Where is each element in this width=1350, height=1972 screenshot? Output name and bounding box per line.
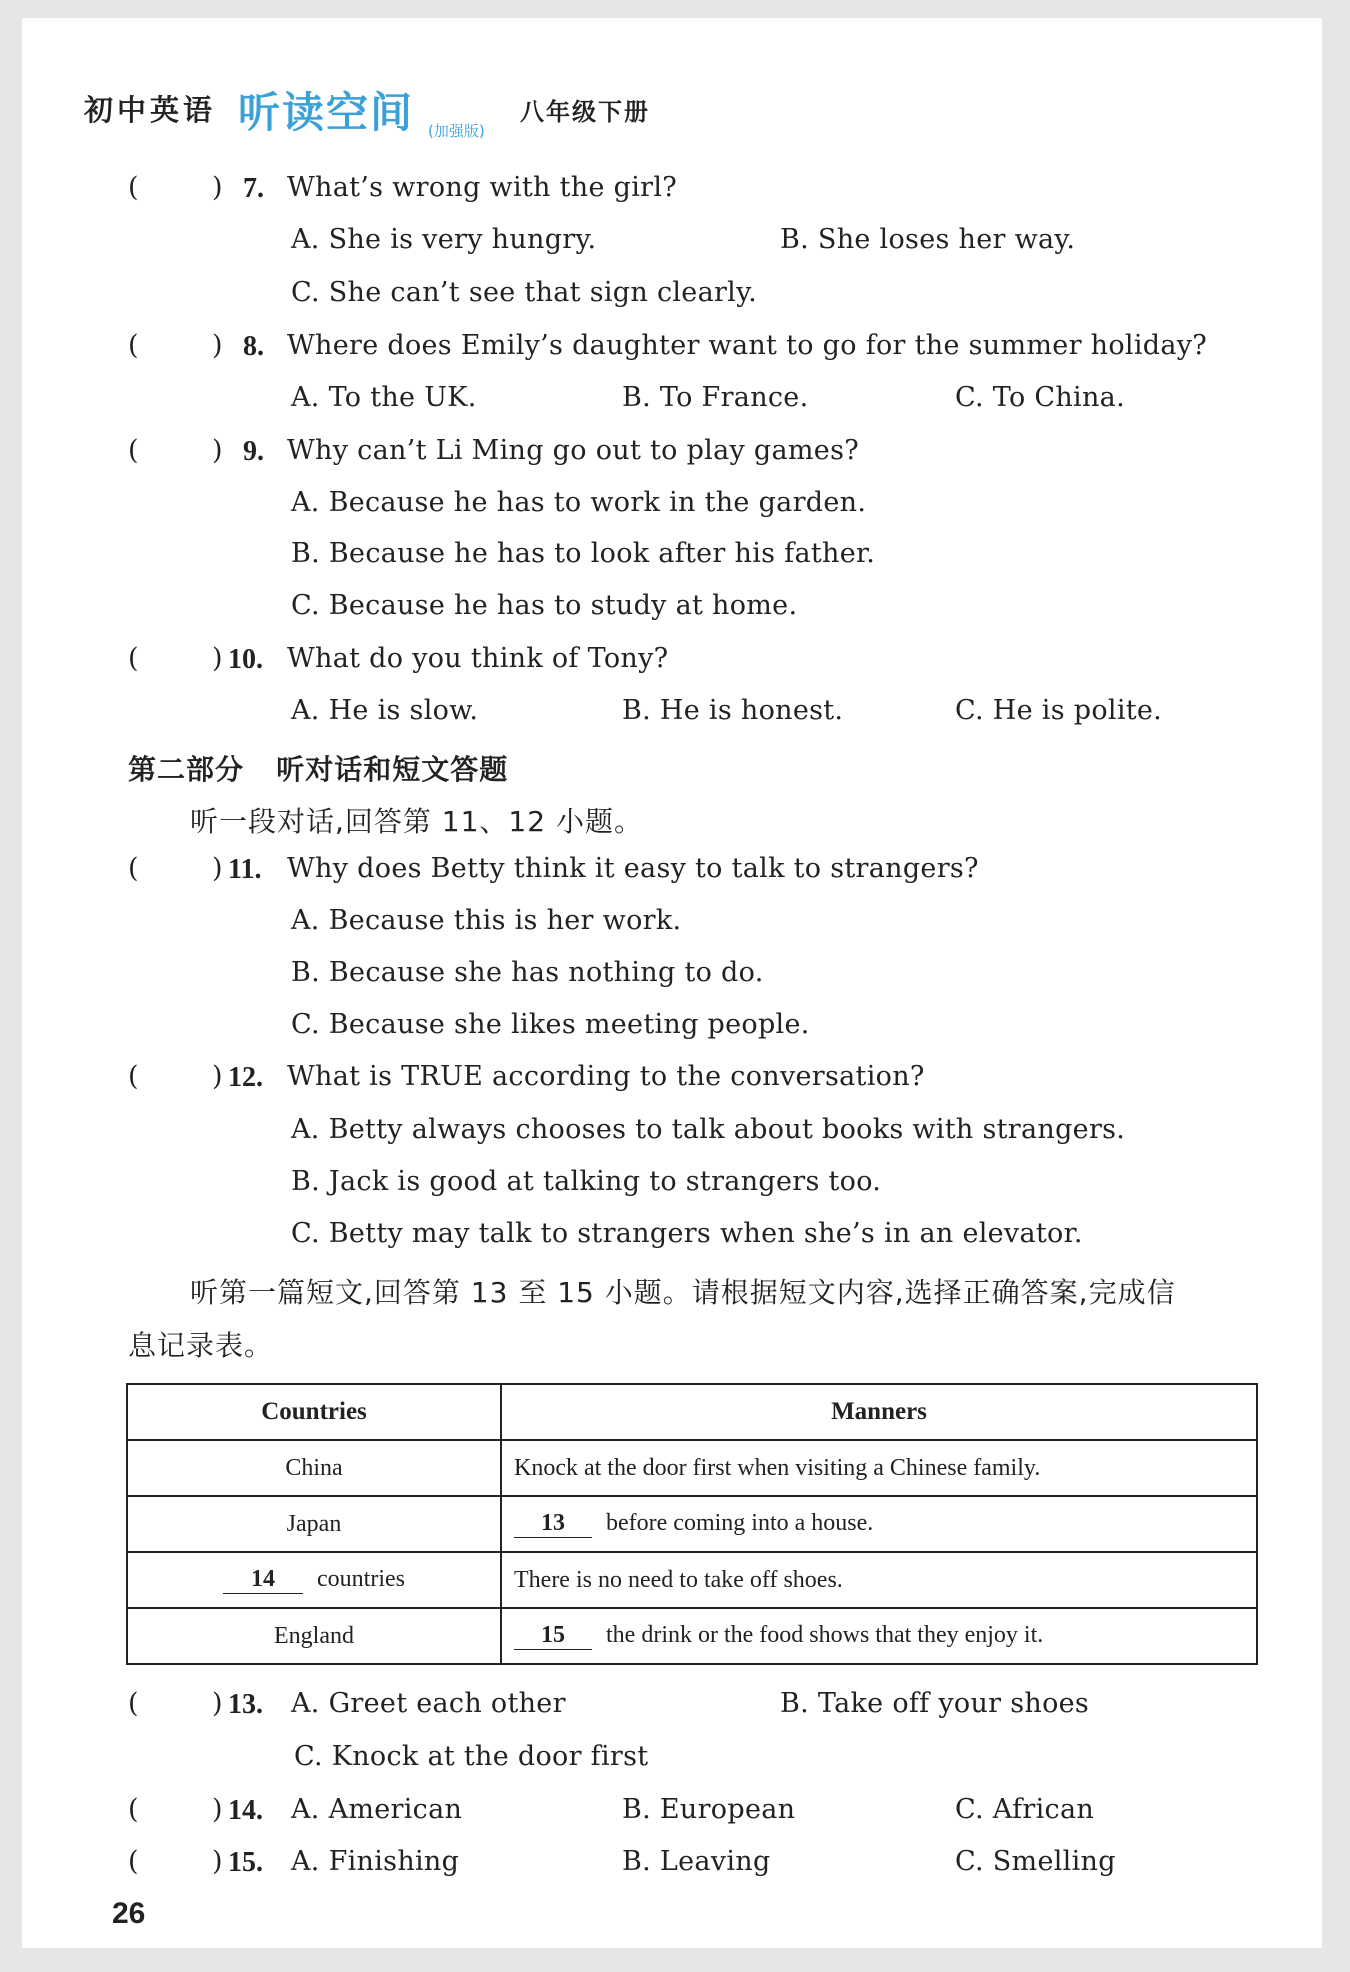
answer-paren-open: ( bbox=[128, 643, 139, 674]
instruction-text: 听第一篇短文,回答第 13 至 15 小题。请根据短文内容,选择正确答案,完成信 bbox=[190, 1276, 1176, 1309]
question-text: What’s wrong with the girl? bbox=[287, 172, 678, 203]
question-text: What is TRUE according to the conversation? bbox=[287, 1061, 925, 1092]
question-number: 8. bbox=[243, 331, 264, 362]
manner-cell bbox=[501, 1496, 1257, 1552]
option-c: C. Because she likes meeting people. bbox=[291, 1009, 810, 1040]
manner-cell bbox=[501, 1608, 1257, 1664]
answer-paren-open: ( bbox=[128, 435, 139, 466]
option-a: A. Betty always chooses to talk about books with strangers. bbox=[291, 1114, 1126, 1145]
question-text: Why does Betty think it easy to talk to strangers? bbox=[287, 853, 979, 884]
option-a: A. American bbox=[291, 1794, 463, 1825]
answer-blank: 13 bbox=[514, 1510, 592, 1538]
country-text: countries bbox=[317, 1566, 405, 1592]
answer-paren-open: ( bbox=[128, 853, 139, 884]
answer-paren-open: ( bbox=[128, 330, 139, 361]
answer-paren-open: ( bbox=[128, 1061, 139, 1092]
option-c: C. Because he has to study at home. bbox=[291, 590, 798, 621]
answer-paren-close: ) bbox=[212, 435, 223, 466]
option-b: B. European bbox=[622, 1794, 796, 1825]
answer-paren-open: ( bbox=[128, 172, 139, 203]
table-row bbox=[127, 1608, 1257, 1664]
option-c: C. Knock at the door first bbox=[294, 1741, 649, 1772]
option-b: B. Leaving bbox=[622, 1846, 771, 1877]
instruction-text-cont: 息记录表。 bbox=[128, 1329, 274, 1362]
answer-paren-open: ( bbox=[128, 1794, 139, 1825]
option-b: B. To France. bbox=[622, 382, 809, 413]
country-cell: China bbox=[127, 1440, 501, 1496]
series-title: 初中英语 bbox=[84, 93, 217, 127]
country-cell: England bbox=[127, 1608, 501, 1664]
answer-paren-close: ) bbox=[212, 1846, 223, 1877]
answer-paren-close: ) bbox=[212, 1794, 223, 1825]
table-row bbox=[127, 1496, 1257, 1552]
option-b: B. Jack is good at talking to strangers too. bbox=[291, 1166, 882, 1197]
question-number: 11. bbox=[228, 854, 262, 885]
table-row bbox=[127, 1440, 1257, 1496]
answer-paren-close: ) bbox=[212, 330, 223, 361]
brand-logo: 听读空间 bbox=[238, 88, 415, 137]
answer-paren-close: ) bbox=[212, 643, 223, 674]
answer-blank: 14 bbox=[223, 1566, 303, 1594]
option-b: B. Because he has to look after his father. bbox=[291, 538, 876, 569]
instruction-text: 听一段对话,回答第 11、12 小题。 bbox=[190, 805, 643, 838]
answer-paren-close: ) bbox=[212, 853, 223, 884]
country-cell: Japan bbox=[127, 1496, 501, 1552]
option-c: C. To China. bbox=[955, 382, 1125, 413]
info-record-table bbox=[126, 1383, 1258, 1665]
option-a: A. He is slow. bbox=[291, 695, 479, 726]
manner-cell: There is no need to take off shoes. bbox=[501, 1552, 1257, 1608]
option-a: A. Because he has to work in the garden. bbox=[291, 487, 867, 518]
answer-paren-close: ) bbox=[212, 172, 223, 203]
manner-text: the drink or the food shows that they enjoy it. bbox=[606, 1622, 1044, 1648]
table-row bbox=[127, 1552, 1257, 1608]
option-c: C. She can’t see that sign clearly. bbox=[291, 277, 757, 308]
option-b: B. Take off your shoes bbox=[780, 1688, 1090, 1719]
manner-text: before coming into a house. bbox=[606, 1510, 874, 1536]
question-text: Where does Emily’s daughter want to go for the summer holiday? bbox=[287, 330, 1208, 361]
brand-edition: (加强版) bbox=[428, 122, 485, 140]
manner-cell: Knock at the door first when visiting a Chinese family. bbox=[501, 1440, 1257, 1496]
question-text: Why can’t Li Ming go out to play games? bbox=[287, 435, 860, 466]
option-c: C. Smelling bbox=[955, 1846, 1116, 1877]
option-c: C. Betty may talk to strangers when she’s in an elevator. bbox=[291, 1218, 1083, 1249]
country-cell bbox=[127, 1552, 501, 1608]
option-b: B. Because she has nothing to do. bbox=[291, 957, 764, 988]
question-number: 7. bbox=[243, 173, 264, 204]
section-title: 第二部分 听对话和短文答题 bbox=[128, 753, 509, 786]
question-number: 13. bbox=[228, 1689, 263, 1720]
option-a: A. Finishing bbox=[291, 1846, 460, 1877]
answer-paren-close: ) bbox=[212, 1061, 223, 1092]
option-a: A. To the UK. bbox=[291, 382, 477, 413]
option-c: C. African bbox=[955, 1794, 1095, 1825]
question-number: 14. bbox=[228, 1795, 263, 1826]
page-number: 26 bbox=[112, 1897, 146, 1930]
option-b: B. He is honest. bbox=[622, 695, 844, 726]
header-manners: Manners bbox=[501, 1384, 1257, 1440]
question-text: What do you think of Tony? bbox=[287, 643, 669, 674]
option-a: A. Greet each other bbox=[291, 1688, 566, 1719]
question-number: 15. bbox=[228, 1847, 263, 1878]
option-b: B. She loses her way. bbox=[780, 224, 1076, 255]
option-a: A. She is very hungry. bbox=[291, 224, 597, 255]
answer-paren-close: ) bbox=[212, 1688, 223, 1719]
table-header-row bbox=[127, 1384, 1257, 1440]
question-number: 10. bbox=[228, 644, 263, 675]
option-a: A. Because this is her work. bbox=[291, 905, 682, 936]
question-number: 12. bbox=[228, 1062, 263, 1093]
answer-blank: 15 bbox=[514, 1622, 592, 1650]
grade-label: 八年级下册 bbox=[520, 98, 650, 126]
option-c: C. He is polite. bbox=[955, 695, 1163, 726]
header-countries: Countries bbox=[127, 1384, 501, 1440]
question-number: 9. bbox=[243, 436, 264, 467]
answer-paren-open: ( bbox=[128, 1846, 139, 1877]
answer-paren-open: ( bbox=[128, 1688, 139, 1719]
